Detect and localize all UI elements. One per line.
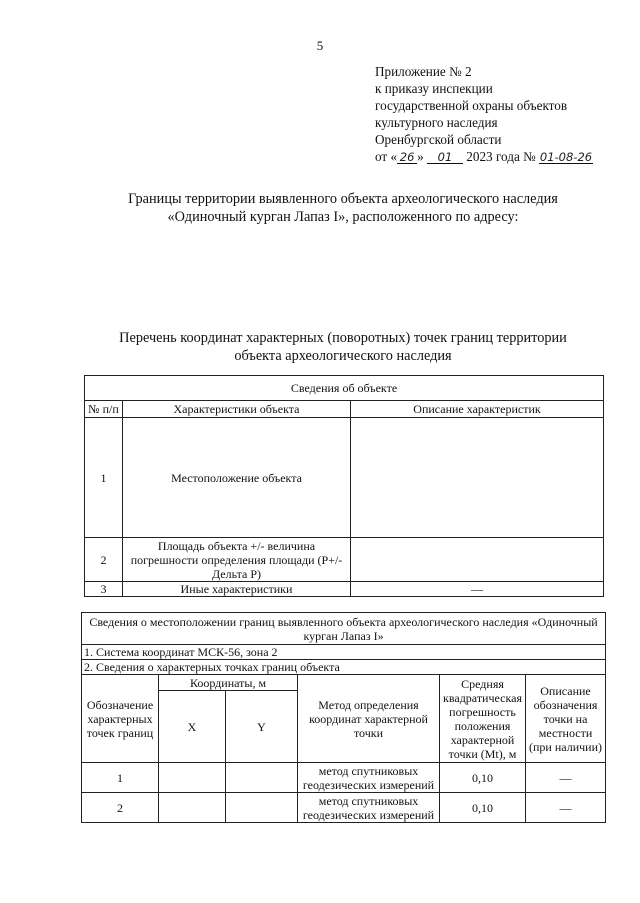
point-description: — xyxy=(526,793,606,823)
col-designation-header: Обозначение характерных точек границ xyxy=(82,675,159,763)
table-row xyxy=(85,538,604,582)
appendix-block xyxy=(375,63,593,165)
col-x-header: X xyxy=(159,691,226,763)
row-description: — xyxy=(351,582,604,597)
row-characteristic: Местоположение объекта xyxy=(123,418,351,538)
boundary-info-table xyxy=(81,612,606,823)
row-characteristic: Площадь объекта +/- величина погрешности определения площади (Р+/- Дельта Р) xyxy=(123,538,351,582)
col-y-header: Y xyxy=(226,691,298,763)
coordinate-system-row xyxy=(82,645,606,660)
col-accuracy-header: Средняя квадратическая погрешность положения характерной точки (Mt), м xyxy=(440,675,526,763)
handwritten-order-number: 01-08-26 xyxy=(539,150,593,164)
date-mid: » xyxy=(417,149,424,164)
table-columns-row xyxy=(85,401,604,418)
row-number: 2 xyxy=(85,538,123,582)
row-description xyxy=(351,418,604,538)
table-row xyxy=(85,582,604,597)
appendix-date-line xyxy=(375,148,593,165)
col-coordinates-header: Координаты, м xyxy=(159,675,298,691)
point-description: — xyxy=(526,763,606,793)
table-header-row xyxy=(85,376,604,401)
date-year-text: 2023 года № xyxy=(466,149,536,164)
appendix-line: к приказу инспекции xyxy=(375,81,493,96)
object-info-table xyxy=(84,375,604,597)
col-number-header: № п/п xyxy=(85,401,123,418)
appendix-line: Оренбургской области xyxy=(375,132,502,147)
col-method-header: Метод определения координат характерной точки xyxy=(298,675,440,763)
table-row xyxy=(82,793,606,823)
coordinates-list-title xyxy=(0,329,640,365)
coordinate-system: 1. Система координат МСК-56, зона 2 xyxy=(82,645,606,660)
col-characteristics-header: Характеристики объекта xyxy=(123,401,351,418)
boundary-header: Сведения о местоположении границ выявленного объекта археологического наследия «Одиночный курган Лапаз I» xyxy=(82,613,606,645)
appendix-line: культурного наследия xyxy=(375,115,498,130)
row-characteristic: Иные характеристики xyxy=(123,582,351,597)
point-accuracy: 0,10 xyxy=(440,793,526,823)
title-line: Перечень координат характерных (поворотных) точек границ территории xyxy=(119,330,567,346)
appendix-line: государственной охраны объектов xyxy=(375,98,568,113)
page-number: 5 xyxy=(316,38,324,53)
title-line: объекта археологического наследия xyxy=(234,348,452,364)
row-number: 1 xyxy=(85,418,123,538)
point-id: 1 xyxy=(82,763,159,793)
point-id: 2 xyxy=(82,793,159,823)
row-number: 3 xyxy=(85,582,123,597)
point-y xyxy=(226,793,298,823)
point-accuracy: 0,10 xyxy=(440,763,526,793)
table-row xyxy=(82,763,606,793)
object-info-header: Сведения об объекте xyxy=(85,376,604,401)
handwritten-day: 26 xyxy=(397,151,417,164)
point-x xyxy=(159,763,226,793)
title-line: Границы территории выявленного объекта археологического наследия xyxy=(128,191,558,207)
col-description-header: Описание характеристик xyxy=(351,401,604,418)
title-line: «Одиночный курган Лапаз I», расположенного по адресу: xyxy=(167,209,519,225)
row-description xyxy=(351,538,604,582)
document-title xyxy=(0,190,640,226)
points-info: 2. Сведения о характерных точках границ объекта xyxy=(82,660,606,675)
point-method: метод спутниковых геодезических измерений xyxy=(298,763,440,793)
table-columns-row xyxy=(82,675,606,691)
handwritten-month: 01 xyxy=(427,151,463,164)
point-y xyxy=(226,763,298,793)
col-point-description-header: Описание обозначения точки на местности (при наличии) xyxy=(526,675,606,763)
point-method: метод спутниковых геодезических измерений xyxy=(298,793,440,823)
table-header-row xyxy=(82,613,606,645)
point-x xyxy=(159,793,226,823)
points-info-row xyxy=(82,660,606,675)
table-row xyxy=(85,418,604,538)
appendix-line: Приложение № 2 xyxy=(375,64,472,79)
date-prefix: от « xyxy=(375,149,398,164)
